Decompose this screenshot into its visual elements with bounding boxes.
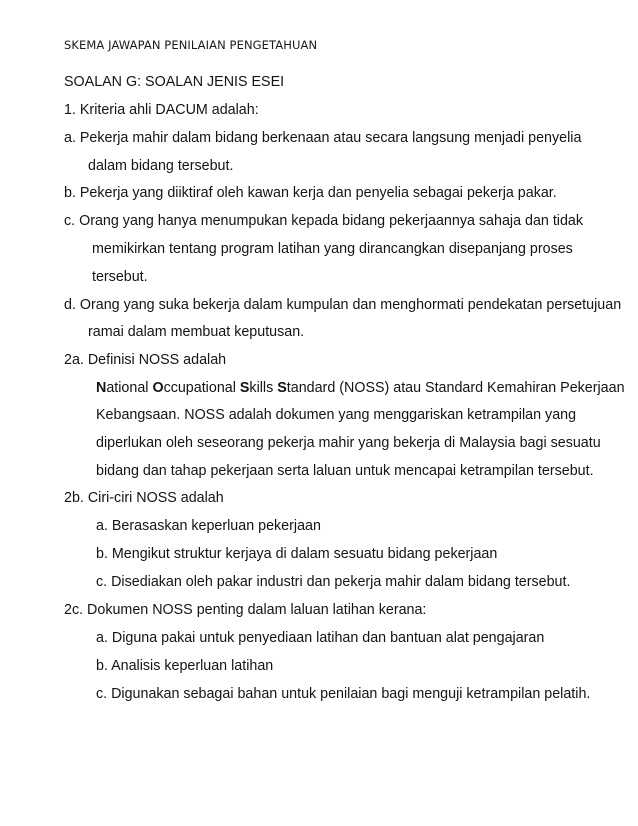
q2b-item-a: a. Berasaskan keperluan pekerjaan [96, 518, 321, 534]
q2c-item-c: c. Digunakan sebagai bahan untuk penilaian bagi menguji ketrampilan pelatih. [96, 686, 591, 702]
initial-s1: S [239, 380, 250, 396]
q1-answer-d-line-2: ramai dalam membuat keputusan. [88, 324, 305, 340]
word-national: ational [106, 380, 153, 396]
q1-answer-a-line-1: a. Pekerja mahir dalam bidang berkenaan atau secara langsung menjadi penyelia [64, 130, 582, 146]
q1-answer-a-line-2: dalam bidang tersebut. [88, 158, 234, 174]
word-occupational: ccupational [163, 380, 240, 396]
q2a-line-2: Kebangsaan. NOSS adalah dokumen yang menggariskan ketrampilan yang [96, 407, 577, 423]
q2a-line-4: bidang dan tahap pekerjaan serta laluan untuk mencapai ketrampilan tersebut. [96, 463, 594, 479]
q1-answer-c-line-2: memikirkan tentang program latihan yang dirancangkan disepanjang proses [92, 241, 573, 257]
q2b-item-c: c. Disediakan oleh pakar industri dan pekerja mahir dalam bidang tersebut. [96, 574, 571, 590]
initial-o: O [152, 380, 164, 396]
initial-n: N [96, 380, 107, 396]
question-2c: 2c. Dokumen NOSS penting dalam laluan latihan kerana: [64, 602, 427, 618]
q2c-item-b: b. Analisis keperluan latihan [96, 658, 274, 674]
q2c-item-a: a. Diguna pakai untuk penyediaan latihan dan bantuan alat pengajaran [96, 630, 545, 646]
page-header: SKEMA JAWAPAN PENILAIAN PENGETAHUAN [64, 38, 318, 52]
section-title: SOALAN G: SOALAN JENIS ESEI [64, 74, 285, 90]
q1-answer-c-line-3: tersebut. [92, 269, 148, 285]
initial-s2: S [277, 380, 287, 396]
word-standard-rest: tandard (NOSS) atau Standard Kemahiran Pekerjaan [286, 380, 625, 396]
q2a-line-3: diperlukan oleh seseorang pekerja mahir yang bekerja di Malaysia bagi sesuatu [96, 435, 601, 451]
q1-answer-d-line-1: d. Orang yang suka bekerja dalam kumpulan dan menghormati pendekatan persetujuan [64, 297, 622, 313]
q1-answer-c-line-1: c. Orang yang hanya menumpukan kepada bidang pekerjaannya sahaja dan tidak [64, 213, 584, 229]
q2a-line-1 [96, 379, 625, 397]
question-2a: 2a. Definisi NOSS adalah [64, 352, 227, 368]
q2b-item-b: b. Mengikut struktur kerjaya di dalam sesuatu bidang pekerjaan [96, 546, 498, 562]
q1-answer-b: b. Pekerja yang diiktiraf oleh kawan kerja dan penyelia sebagai pekerja pakar. [64, 185, 557, 201]
word-skills: kills [249, 380, 278, 396]
question-1: 1. Kriteria ahli DACUM adalah: [64, 102, 259, 118]
question-2b: 2b. Ciri-ciri NOSS adalah [64, 490, 224, 506]
